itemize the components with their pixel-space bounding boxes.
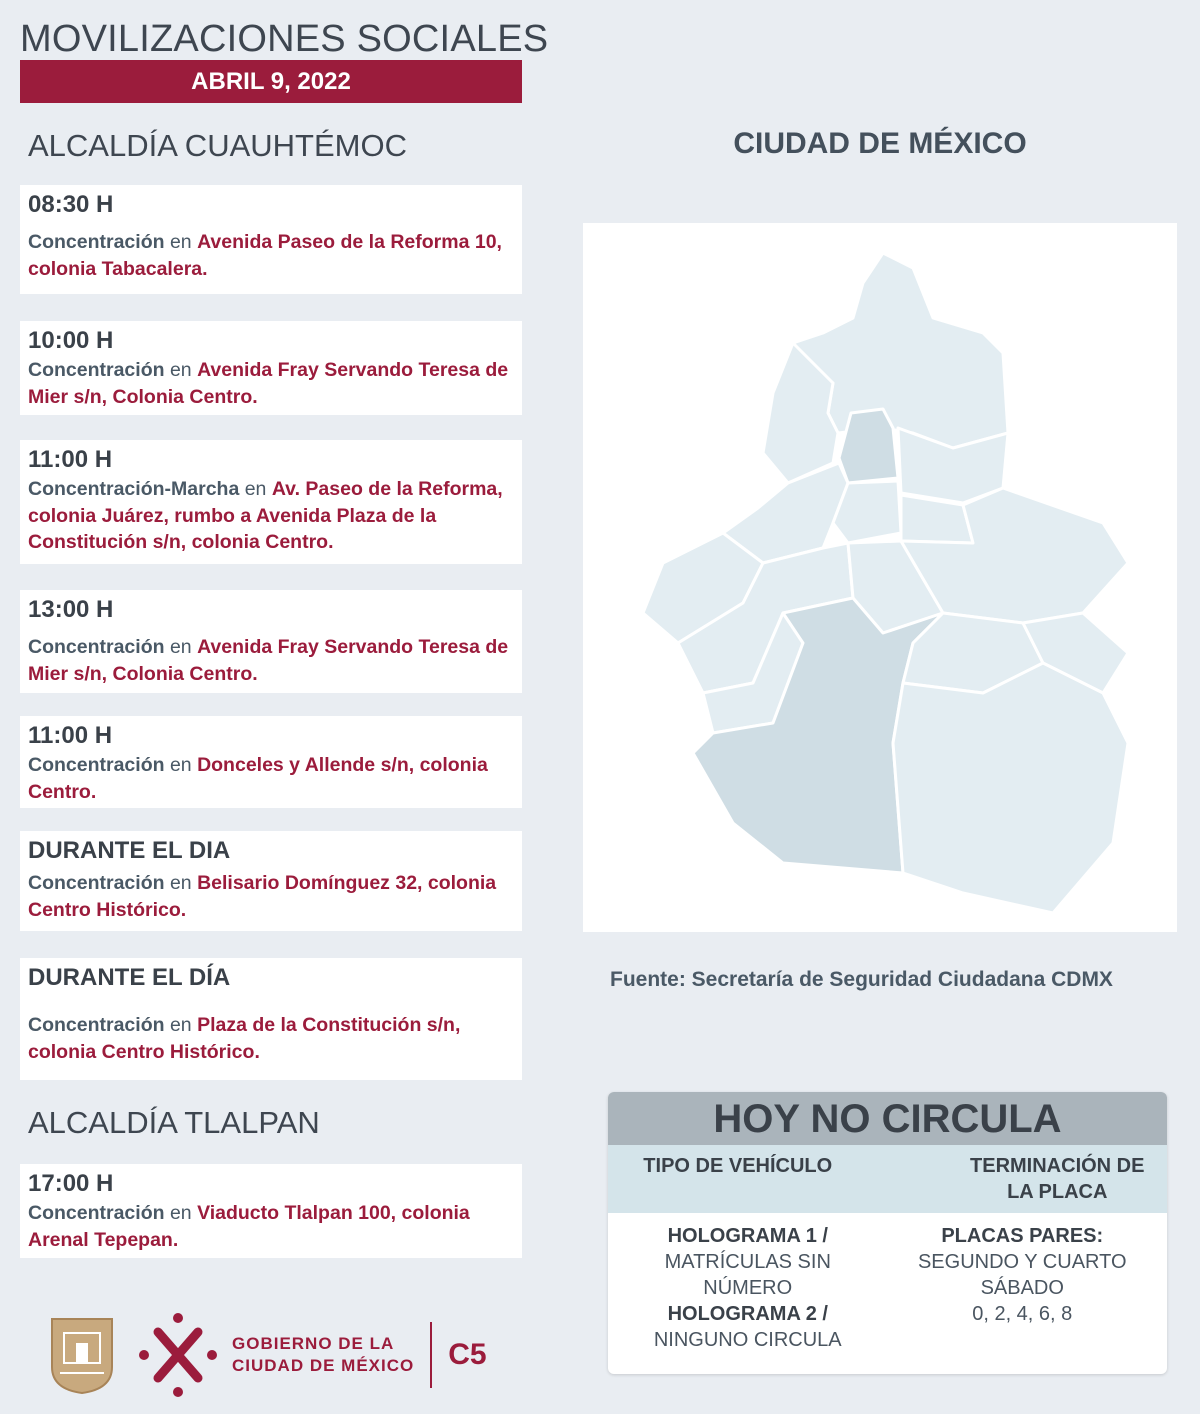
hnc-column-headers <box>608 1145 1167 1213</box>
event-time: 11:00 H <box>28 722 113 749</box>
gov-line-2: CIUDAD DE MÉXICO <box>232 1356 415 1375</box>
cdmx-logo-icon <box>138 1310 218 1400</box>
event-card <box>20 831 522 931</box>
government-name <box>232 1333 414 1377</box>
event-connector: en <box>164 231 198 253</box>
event-place: Avenida Fray Servando Teresa de Mier s/n, Colonia Centro. <box>28 359 509 408</box>
hnc-col-vehicle-type: TIPO DE VEHÍCULO <box>643 1155 833 1177</box>
event-type: Concentración <box>28 872 165 894</box>
section-title-tlalpan: ALCALDÍA TLALPAN <box>28 1105 320 1140</box>
event-place: Belisario Domínguez 32, colonia Centro Histórico. <box>28 872 497 921</box>
event-type: Concentración <box>28 754 165 776</box>
event-place: Viaducto Tlalpan 100, colonia Arenal Tepepan. <box>28 1202 470 1251</box>
event-card <box>20 590 522 693</box>
event-place: Av. Paseo de la Reforma, colonia Juárez, rumbo a Avenida Plaza de la Constitución s/n, colonia Centro. <box>28 478 503 553</box>
event-time: DURANTE EL DIA <box>28 837 231 864</box>
event-place: Avenida Paseo de la Reforma 10, colonia Tabacalera. <box>28 231 502 280</box>
event-time: 17:00 H <box>28 1170 114 1197</box>
event-card <box>20 1164 522 1258</box>
hnc-vehicle-cell <box>608 1223 888 1353</box>
event-type: Concentración-Marcha <box>28 478 240 500</box>
event-type: Concentración <box>28 636 165 658</box>
event-type: Concentración <box>28 231 165 253</box>
event-connector: en <box>239 478 272 500</box>
section-title-cuauhtemoc: ALCALDÍA CUAUHTÉMOC <box>28 128 407 163</box>
hnc-plates-digits: 0, 2, 4, 6, 8 <box>972 1303 1073 1325</box>
page-title: MOVILIZACIONES SOCIALES <box>20 18 549 60</box>
map-region-cuauhtemoc <box>839 409 898 483</box>
coat-of-arms-icon <box>48 1315 116 1395</box>
source-text: Fuente: Secretaría de Seguridad Ciudadana CDMX <box>610 968 1113 991</box>
event-time: 08:30 H <box>28 191 114 218</box>
event-connector: en <box>164 872 198 894</box>
hnc-title: HOY NO CIRCULA <box>608 1092 1167 1145</box>
gov-line-1: GOBIERNO DE LA <box>232 1334 395 1353</box>
hnc-holograma-1-text: MATRÍCULAS SIN NÚMERO <box>664 1251 831 1299</box>
footer-separator <box>430 1322 432 1388</box>
event-type: Concentración <box>28 359 165 381</box>
event-connector: en <box>164 1202 198 1224</box>
event-card <box>20 185 522 294</box>
map-region-milpa-alta <box>893 663 1128 913</box>
c5-logo: C5 <box>448 1338 487 1371</box>
hnc-plates-cell <box>888 1223 1168 1353</box>
event-connector: en <box>164 359 198 381</box>
hnc-plates-days: SEGUNDO Y CUARTO SÁBADO <box>917 1251 1127 1299</box>
cdmx-map <box>583 223 1177 932</box>
footer-logos <box>48 1310 487 1400</box>
hoy-no-circula-box <box>608 1092 1167 1374</box>
event-place: Donceles y Allende s/n, colonia Centro. <box>28 754 488 803</box>
city-title: CIUDAD DE MÉXICO <box>733 127 1027 160</box>
hnc-plates-label: PLACAS PARES: <box>941 1225 1104 1247</box>
event-card <box>20 440 522 564</box>
event-place: Avenida Fray Servando Teresa de Mier s/n, Colonia Centro. <box>28 636 509 685</box>
event-connector: en <box>164 636 198 658</box>
event-description <box>28 476 514 556</box>
date-banner: ABRIL 9, 2022 <box>20 60 522 103</box>
event-time: DURANTE EL DÍA <box>28 964 231 991</box>
event-connector: en <box>164 1014 198 1036</box>
hnc-holograma-2-text: NINGUNO CIRCULA <box>653 1329 842 1351</box>
event-type: Concentración <box>28 1202 165 1224</box>
event-time: 10:00 H <box>28 327 114 354</box>
hnc-col-plate-ending: TERMINACIÓN DE LA PLACA <box>970 1155 1145 1203</box>
event-description <box>28 870 514 923</box>
event-description <box>28 752 514 805</box>
hnc-holograma-1: HOLOGRAMA 1 / <box>667 1225 828 1247</box>
event-card <box>20 321 522 415</box>
hnc-body <box>608 1213 1167 1353</box>
event-description <box>28 634 514 687</box>
event-card <box>20 958 522 1080</box>
event-time: 13:00 H <box>28 596 114 623</box>
map-panel <box>583 223 1177 932</box>
event-time: 11:00 H <box>28 446 113 473</box>
event-description <box>28 357 514 410</box>
event-description <box>28 1200 514 1253</box>
hnc-holograma-2: HOLOGRAMA 2 / <box>667 1303 828 1325</box>
event-card <box>20 716 522 808</box>
event-description <box>28 229 514 282</box>
event-connector: en <box>164 754 198 776</box>
event-description <box>28 1012 514 1065</box>
event-place: Plaza de la Constitución s/n, colonia Centro Histórico. <box>28 1014 461 1063</box>
event-type: Concentración <box>28 1014 165 1036</box>
